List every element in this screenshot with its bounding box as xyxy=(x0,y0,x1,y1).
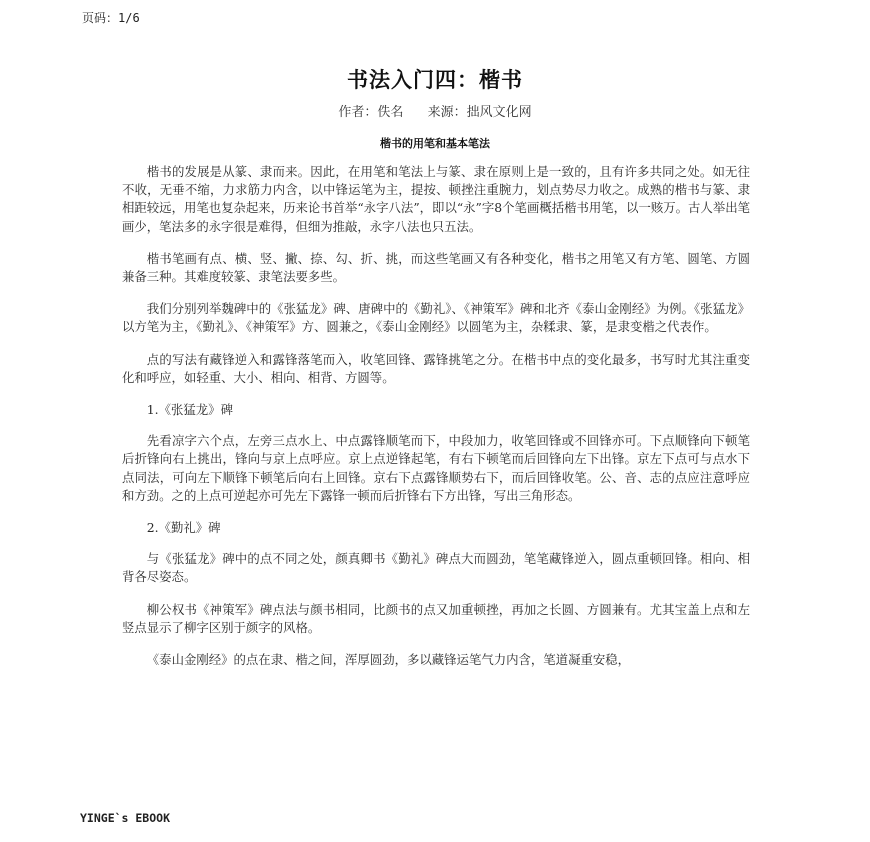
source: 来源：拙风文化网 xyxy=(427,105,532,120)
paragraph: 我们分别列举魏碑中的《张猛龙》碑、唐碑中的《勤礼》、《神策军》碑和北齐《泰山金刚经》为例。《张猛龙》以方笔为主，《勤礼》、《神策军》方、圆兼之，《泰山金刚经》以圆笔为主，杂糅隶、篆，是隶变楷之代表作。 xyxy=(122,301,750,335)
author: 作者：佚名 xyxy=(338,105,404,120)
paragraph: 先看凉字六个点，左旁三点水上、中点露锋顺笔而下，中段加力，收笔回锋或不回锋亦可。下点顺锋向下顿笔后折锋向右上挑出，锋向与京上点呼应。京上点逆锋起笔，有右下顿笔而后回锋向左下出锋。京左下点可与点水下点同法，可向左下顺锋下顿笔后向右上回锋。京右下点露锋顺势右下，而后回锋收笔。公、音、志的点应注意呼应和方劲。之的上点可逆起亦可先左下露锋一顿而后折锋右下方出锋，写出三角形态。 xyxy=(122,433,750,503)
byline xyxy=(0,101,870,120)
subheading: 2.《勤礼》碑 xyxy=(146,520,221,536)
subheading: 1.《张猛龙》碑 xyxy=(146,402,233,418)
article-title: 书法入门四：楷书 xyxy=(347,67,523,92)
page-number: 页码：1/6 xyxy=(82,11,140,25)
paragraph: 楷书的发展是从篆、隶而来。因此，在用笔和笔法上与篆、隶在原则上是一致的，且有许多共同之处。如无往不收，无垂不缩，力求筋力内含，以中锋运笔为主，提按、顿挫注重腕力，划点势尽力收之。成熟的楷书与篆、隶相距较远，用笔也复杂起来，历来论书首举“永字八法”，即以“永”字8个笔画概括楷书用笔，以一赅万。古人举出笔画少，笔法多的永字很是难得，但细为推敲，永字八法也只五法。 xyxy=(122,164,750,234)
paragraph: 楷书笔画有点、横、竖、撇、捺、勾、折、挑，而这些笔画又有各种变化，楷书之用笔又有方笔、圆笔、方圆兼备三种。其难度较篆、隶笔法要多些。 xyxy=(122,250,750,285)
paragraph: 与《张猛龙》碑中的点不同之处，颜真卿书《勤礼》碑点大而圆劲，笔笔藏锋逆入，圆点重顿回锋。相向、相背各尽姿态。 xyxy=(122,551,750,585)
paragraph: 柳公权书《神策军》碑点法与颜书相同，比颜书的点又加重顿挫，再加之长圆、方圆兼有。尤其宝盖上点和左竖点显示了柳字区别于颜字的风格。 xyxy=(122,601,750,635)
paragraph: 点的写法有藏锋逆入和露锋落笔而入，收笔回锋、露锋挑笔之分。在楷书中点的变化最多，书写时尤其注重变化和呼应，如轻重、大小、相向、相背、方圆等。 xyxy=(122,351,750,385)
footer-label: YINGE`s EBOOK xyxy=(80,811,171,825)
paragraph: 《泰山金刚经》的点在隶、楷之间，浑厚圆劲，多以藏锋运笔气力内含，笔道凝重安稳， xyxy=(146,652,631,668)
section-heading: 楷书的用笔和基本笔法 xyxy=(380,137,490,150)
article-body xyxy=(122,163,750,669)
